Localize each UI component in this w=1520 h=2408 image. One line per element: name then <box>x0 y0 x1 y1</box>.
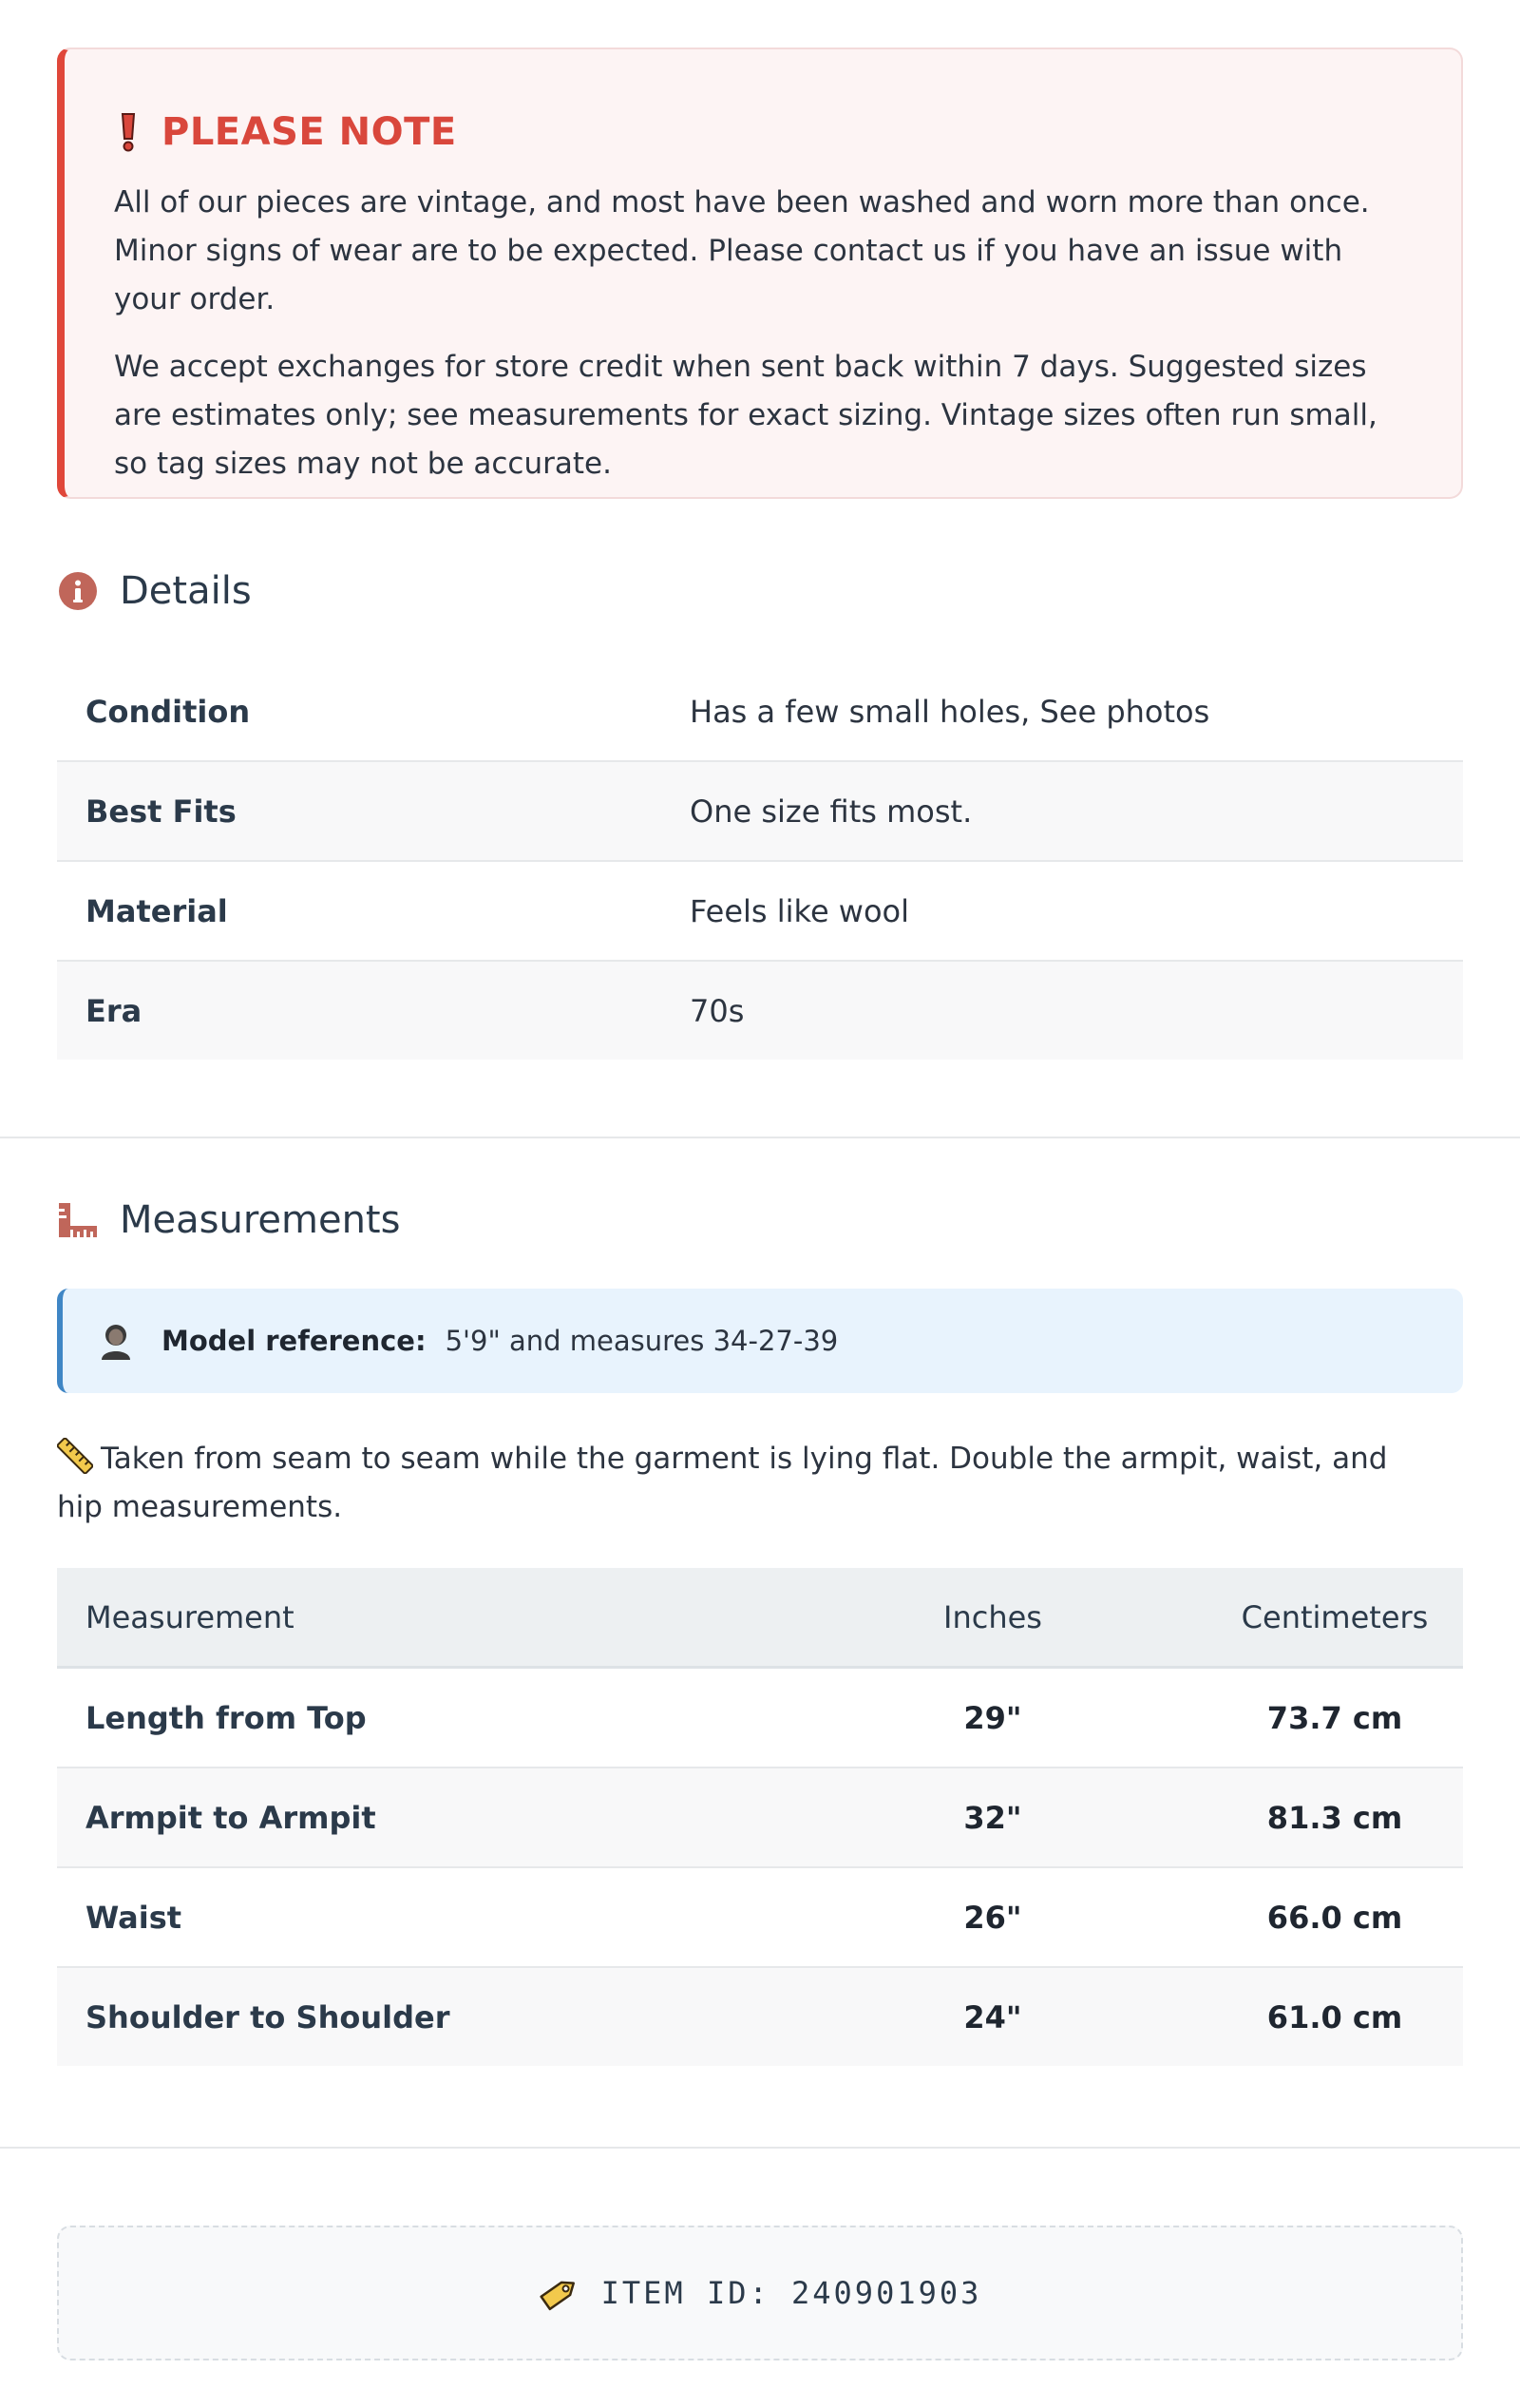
model-reference-label: Model reference: <box>162 1325 427 1357</box>
info-circle-icon <box>57 570 99 612</box>
measurement-note <box>57 1435 1406 1532</box>
measurement-name: Waist <box>86 1899 182 1936</box>
item-id-text: ITEM ID: 240901903 <box>600 2275 982 2311</box>
section-divider <box>0 1137 1520 1138</box>
column-header-centimeters: Centimeters <box>1241 1598 1429 1635</box>
details-row <box>57 762 1463 862</box>
measurement-inches: 24" <box>963 1998 1022 2035</box>
table-header-row <box>57 1568 1463 1669</box>
measurement-cm: 73.7 cm <box>1266 1699 1403 1736</box>
table-row <box>57 1868 1463 1968</box>
measurement-name: Armpit to Armpit <box>86 1799 376 1836</box>
details-value: Feels like wool <box>690 892 910 929</box>
measurement-cm: 66.0 cm <box>1266 1899 1403 1936</box>
measurement-cm: 61.0 cm <box>1266 1998 1403 2035</box>
table-row <box>57 1669 1463 1768</box>
exclamation-icon <box>114 112 142 152</box>
measurement-inches: 32" <box>963 1799 1022 1836</box>
measurement-inches: 26" <box>963 1899 1022 1936</box>
column-header-inches: Inches <box>943 1598 1042 1635</box>
model-reference-value: 5'9" and measures 34-27-39 <box>445 1325 839 1357</box>
details-value: One size fits most. <box>690 793 973 830</box>
item-id-box <box>57 2226 1463 2360</box>
section-divider <box>0 2147 1520 2149</box>
table-row <box>57 1968 1463 2066</box>
person-icon <box>97 1322 135 1360</box>
details-title: Details <box>120 569 252 613</box>
ruler-icon <box>57 1199 99 1241</box>
details-row <box>57 962 1463 1060</box>
details-row <box>57 662 1463 762</box>
details-table <box>57 662 1463 1060</box>
details-label: Best Fits <box>86 793 237 830</box>
measurement-name: Length from Top <box>86 1699 367 1736</box>
details-label: Condition <box>86 693 251 730</box>
measurement-note-text: Taken from seam to seam while the garment is lying flat. Double the armpit, waist, and hip measurements. <box>57 1442 1388 1524</box>
measurement-name: Shoulder to Shoulder <box>86 1998 450 2035</box>
details-heading <box>57 563 252 620</box>
details-label: Era <box>86 992 142 1029</box>
measurement-cm: 81.3 cm <box>1266 1799 1403 1836</box>
measurements-table <box>57 1568 1463 2066</box>
details-value: Has a few small holes, See photos <box>690 693 1210 730</box>
please-note-box <box>57 48 1463 499</box>
notice-header <box>114 108 1414 156</box>
measurement-inches: 29" <box>963 1699 1022 1736</box>
details-label: Material <box>86 892 228 929</box>
pencil-ruler-icon <box>57 1438 93 1474</box>
table-row <box>57 1768 1463 1868</box>
details-row <box>57 862 1463 962</box>
notice-title: PLEASE NOTE <box>162 110 457 154</box>
notice-paragraph: All of our pieces are vintage, and most have been washed and worn more than once. Minor signs of wear are to be expected. Please contact us if you have an issue with your order. <box>114 185 1370 316</box>
column-header-measurement: Measurement <box>86 1598 294 1635</box>
model-reference-box <box>57 1289 1463 1393</box>
measurements-heading <box>57 1192 400 1249</box>
measurements-title: Measurements <box>120 1198 401 1242</box>
notice-paragraph: We accept exchanges for store credit when sent back within 7 days. Suggested sizes are estimates only; see measurements for exact sizing. Vintage sizes often run small, so tag sizes may not be accurate. <box>114 350 1378 481</box>
details-value: 70s <box>690 992 745 1029</box>
tag-icon <box>539 2272 580 2314</box>
